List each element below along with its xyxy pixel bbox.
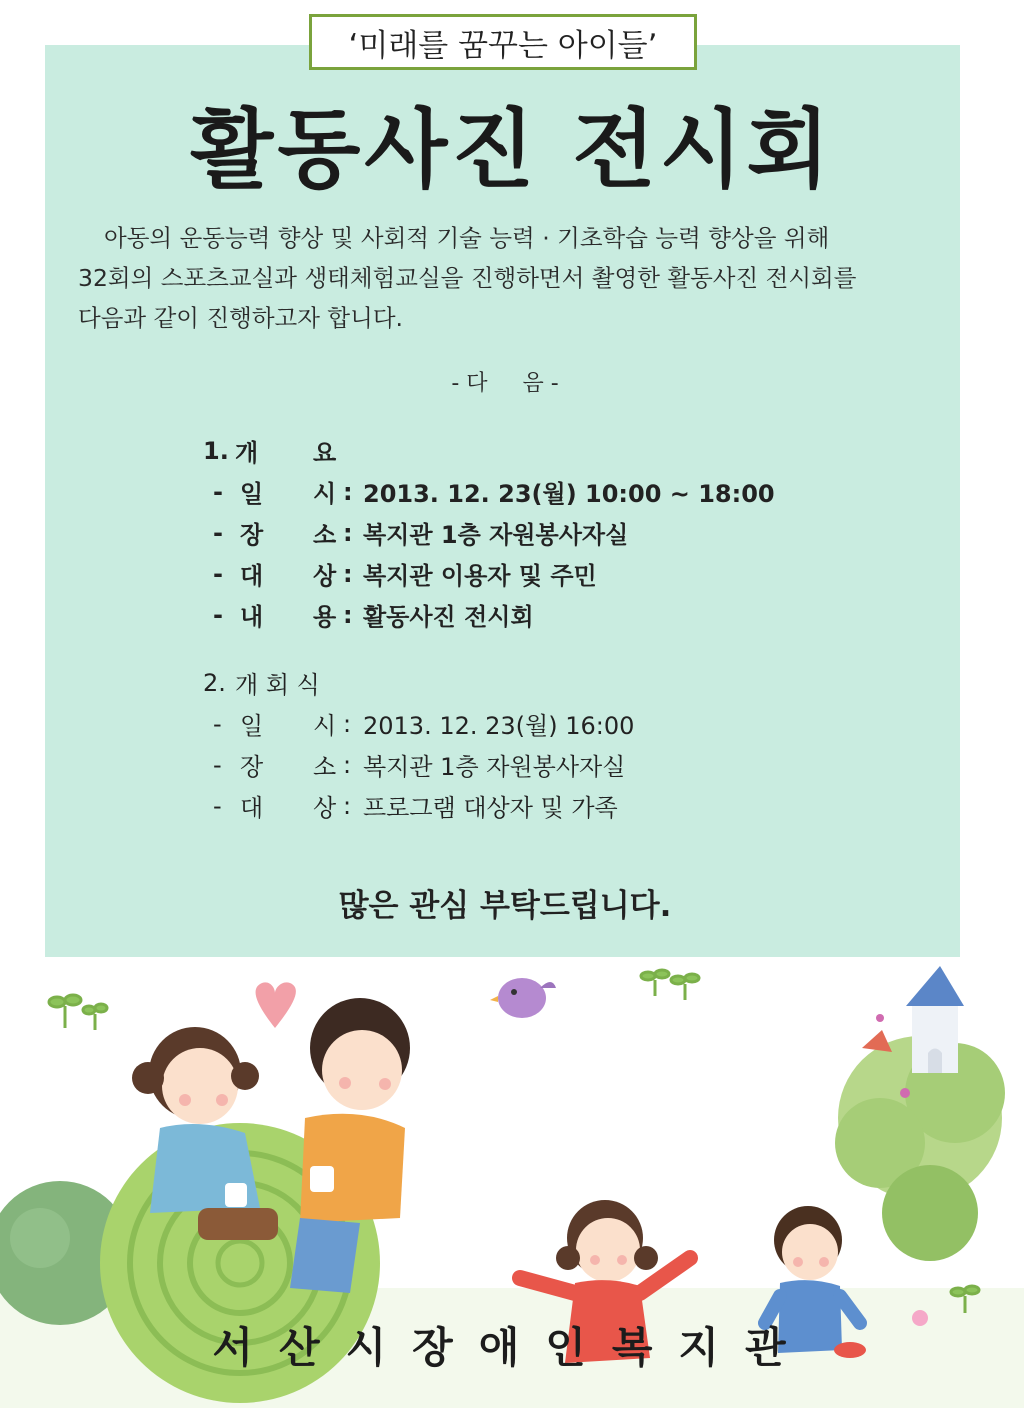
father-figure [290, 998, 410, 1293]
item-key-first: 장 [240, 521, 264, 549]
item-value: 프로그램 대상자 및 가족 [363, 794, 618, 822]
bird-icon [490, 978, 556, 1018]
item-key-second: 시 [313, 712, 337, 740]
section-ceremony-heading [203, 662, 634, 703]
list-item: - 대 상 : 복지관 이용자 및 주민 [203, 553, 775, 594]
list-item: - 대 상 : 프로그램 대상자 및 가족 [203, 785, 634, 826]
section-label: 개 회 식 [235, 671, 320, 699]
list-item: - 내 용 : 활동사진 전시회 [203, 594, 775, 635]
subtitle-box [309, 14, 697, 70]
item-value: 복지관 이용자 및 주민 [363, 562, 597, 590]
section-ceremony [203, 662, 634, 826]
item-key-second: 상 [313, 794, 337, 822]
item-value: 2013. 12. 23(월) 10:00 ~ 18:00 [363, 480, 775, 508]
intro-line-3: 다음과 같이 진행하고자 합니다. [78, 304, 403, 332]
item-key-second: 용 [313, 603, 337, 631]
list-item: - 일 시 : 2013. 12. 23(월) 16:00 [203, 703, 634, 744]
subtitle-text: ‘미래를 꿈꾸는 아이들’ [348, 27, 658, 64]
item-key-second: 소 [313, 521, 337, 549]
item-key-first: 장 [240, 753, 264, 781]
item-key-second: 소 [313, 753, 337, 781]
section-number: 1. [203, 436, 229, 465]
item-key-first: 대 [240, 794, 264, 822]
section-overview [203, 430, 775, 635]
intro-paragraph [78, 218, 928, 338]
list-item: - 일 시 : 2013. 12. 23(월) 10:00 ~ 18:00 [203, 471, 775, 512]
item-key-first: 일 [240, 712, 264, 740]
section-overview-heading [203, 430, 775, 471]
item-value: 복지관 1층 자원봉사자실 [363, 521, 629, 549]
intro-line-2: 32회의 스포츠교실과 생태체험교실을 진행하면서 촬영한 활동사진 전시회를 [78, 264, 857, 292]
item-key-first: 일 [240, 480, 264, 508]
section-label-b: 요 [313, 439, 337, 467]
section-number: 2. [203, 668, 226, 697]
list-item: - 장 소 : 복지관 1층 자원봉사자실 [203, 512, 775, 553]
item-value: 2013. 12. 23(월) 16:00 [363, 712, 635, 740]
heart-icon [256, 982, 296, 1028]
intro-line-1: 아동의 운동능력 향상 및 사회적 기술 능력 · 기초학습 능력 향상을 위해 [104, 224, 830, 252]
page-title: 활동사진 전시회 [190, 100, 834, 200]
item-key-first: 내 [240, 603, 264, 631]
item-value: 복지관 1층 자원봉사자실 [363, 753, 626, 781]
item-key-second: 시 [313, 480, 337, 508]
organization-name: 서산시장애인복지관 [212, 1323, 812, 1372]
da-eum-heading: - 다 음 - [451, 371, 559, 396]
item-value: 활동사진 전시회 [363, 603, 534, 631]
section-label-a: 개 [235, 439, 259, 467]
list-item: - 장 소 : 복지관 1층 자원봉사자실 [203, 744, 634, 785]
closing-message: 많은 관심 부탁드립니다. [338, 888, 672, 924]
item-key-second: 상 [313, 562, 337, 590]
item-key-first: 대 [240, 562, 264, 590]
